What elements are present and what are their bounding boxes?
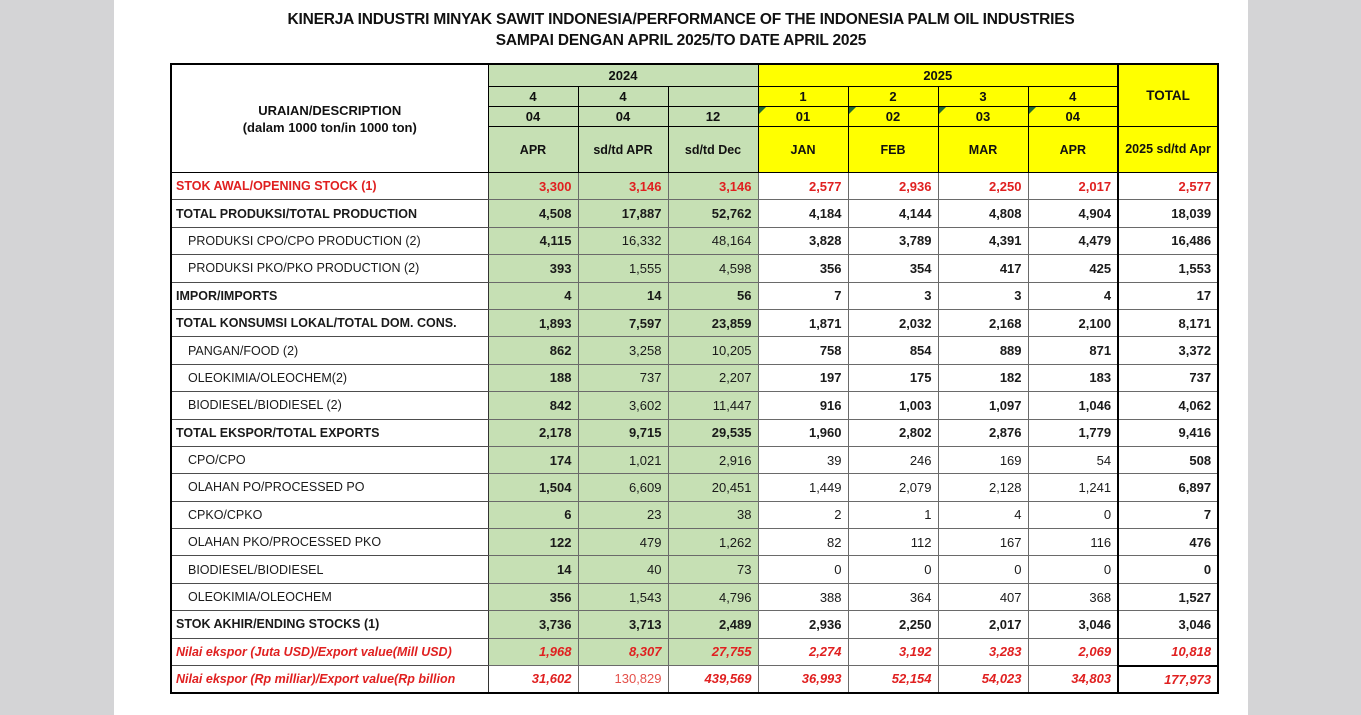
value-cell: 2,802 <box>848 419 938 446</box>
value-cell: 368 <box>1028 583 1118 610</box>
week-header-cell: 4 <box>1028 87 1118 107</box>
month-number-cell <box>1028 107 1118 127</box>
value-cell: 737 <box>578 364 668 391</box>
value-cell: 3,713 <box>578 611 668 638</box>
description-header-line1: URAIAN/DESCRIPTION <box>258 102 402 118</box>
value-cell: 20,451 <box>668 474 758 501</box>
value-cell: 4,115 <box>488 227 578 254</box>
month-number-cell <box>848 107 938 127</box>
value-cell: 1,003 <box>848 392 938 419</box>
description-column-header <box>171 64 488 173</box>
value-cell: 11,447 <box>668 392 758 419</box>
value-cell: 4 <box>938 501 1028 528</box>
value-cell: 4,598 <box>668 255 758 282</box>
value-cell: 2,032 <box>848 309 938 336</box>
value-cell: 476 <box>1118 529 1218 556</box>
comment-flag-icon <box>849 107 856 114</box>
value-cell: 167 <box>938 529 1028 556</box>
value-cell: 246 <box>848 446 938 473</box>
value-cell: 1,968 <box>488 638 578 665</box>
value-cell: 14 <box>578 282 668 309</box>
month-number-text: 01 <box>795 109 811 124</box>
table-row <box>171 282 1218 309</box>
comment-flag-icon <box>759 107 766 114</box>
value-cell: 82 <box>758 529 848 556</box>
value-cell: 854 <box>848 337 938 364</box>
report-title-line1: KINERJA INDUSTRI MINYAK SAWIT INDONESIA/PERFORMANCE OF THE INDONESIA PALM OIL INDUSTRIES <box>287 11 1075 28</box>
week-header-cell <box>668 87 758 107</box>
value-cell: 354 <box>848 255 938 282</box>
value-cell: 356 <box>488 583 578 610</box>
value-cell: 425 <box>1028 255 1118 282</box>
row-label: CPKO/CPKO <box>171 501 488 528</box>
value-cell: 6,897 <box>1118 474 1218 501</box>
value-cell: 439,569 <box>668 666 758 693</box>
value-cell: 1,262 <box>668 529 758 556</box>
report-page <box>114 0 1248 715</box>
row-label: BIODIESEL/BIODIESEL (2) <box>171 392 488 419</box>
value-cell: 6,609 <box>578 474 668 501</box>
value-cell: 0 <box>848 556 938 583</box>
value-cell: 4,062 <box>1118 392 1218 419</box>
value-cell: 10,205 <box>668 337 758 364</box>
value-cell: 2,207 <box>668 364 758 391</box>
row-label: BIODIESEL/BIODIESEL <box>171 556 488 583</box>
value-cell: 1,021 <box>578 446 668 473</box>
value-cell: 1,960 <box>758 419 848 446</box>
total-column-header: TOTAL <box>1118 64 1218 127</box>
value-cell: 3,046 <box>1118 611 1218 638</box>
table-row <box>171 638 1218 665</box>
value-cell: 2,876 <box>938 419 1028 446</box>
row-label: OLAHAN PO/PROCESSED PO <box>171 474 488 501</box>
value-cell: 23 <box>578 501 668 528</box>
report-title <box>114 0 1248 51</box>
table-body <box>171 173 1218 693</box>
month-name-cell: JAN <box>758 127 848 173</box>
value-cell: 16,486 <box>1118 227 1218 254</box>
table-row <box>171 364 1218 391</box>
value-cell: 48,164 <box>668 227 758 254</box>
row-label: PRODUKSI PKO/PKO PRODUCTION (2) <box>171 255 488 282</box>
table-row <box>171 419 1218 446</box>
week-header-cell: 4 <box>578 87 668 107</box>
value-cell: 52,154 <box>848 666 938 693</box>
month-number-cell: 04 <box>488 107 578 127</box>
value-cell: 8,307 <box>578 638 668 665</box>
table-row <box>171 255 1218 282</box>
value-cell: 2,577 <box>758 173 848 200</box>
value-cell: 0 <box>758 556 848 583</box>
value-cell: 2 <box>758 501 848 528</box>
value-cell: 4,904 <box>1028 200 1118 227</box>
table-row <box>171 200 1218 227</box>
week-header-cell: 2 <box>848 87 938 107</box>
table-row <box>171 309 1218 336</box>
value-cell: 52,762 <box>668 200 758 227</box>
value-cell: 2,017 <box>938 611 1028 638</box>
value-cell: 116 <box>1028 529 1118 556</box>
value-cell: 356 <box>758 255 848 282</box>
row-label: TOTAL PRODUKSI/TOTAL PRODUCTION <box>171 200 488 227</box>
total-subheader: 2025 sd/td Apr <box>1118 127 1218 173</box>
value-cell: 2,100 <box>1028 309 1118 336</box>
value-cell: 2,017 <box>1028 173 1118 200</box>
value-cell: 1,449 <box>758 474 848 501</box>
value-cell: 7 <box>1118 501 1218 528</box>
row-label: TOTAL KONSUMSI LOKAL/TOTAL DOM. CONS. <box>171 309 488 336</box>
table-row <box>171 666 1218 693</box>
value-cell: 2,069 <box>1028 638 1118 665</box>
week-header-cell: 3 <box>938 87 1028 107</box>
value-cell: 38 <box>668 501 758 528</box>
value-cell: 1,555 <box>578 255 668 282</box>
comment-flag-icon <box>1029 107 1036 114</box>
value-cell: 2,489 <box>668 611 758 638</box>
value-cell: 1,097 <box>938 392 1028 419</box>
value-cell: 7 <box>758 282 848 309</box>
value-cell: 3,828 <box>758 227 848 254</box>
value-cell: 2,079 <box>848 474 938 501</box>
table-row <box>171 392 1218 419</box>
value-cell: 36,993 <box>758 666 848 693</box>
value-cell: 4,144 <box>848 200 938 227</box>
value-cell: 7,597 <box>578 309 668 336</box>
value-cell: 18,039 <box>1118 200 1218 227</box>
value-cell: 4 <box>488 282 578 309</box>
value-cell: 3,192 <box>848 638 938 665</box>
value-cell: 3,736 <box>488 611 578 638</box>
value-cell: 54,023 <box>938 666 1028 693</box>
value-cell: 3,258 <box>578 337 668 364</box>
value-cell: 364 <box>848 583 938 610</box>
value-cell: 2,936 <box>758 611 848 638</box>
value-cell: 40 <box>578 556 668 583</box>
row-label: IMPOR/IMPORTS <box>171 282 488 309</box>
table-row <box>171 173 1218 200</box>
value-cell: 29,535 <box>668 419 758 446</box>
value-cell: 3 <box>938 282 1028 309</box>
value-cell: 9,715 <box>578 419 668 446</box>
value-cell: 0 <box>1118 556 1218 583</box>
week-header-cell: 4 <box>488 87 578 107</box>
value-cell: 183 <box>1028 364 1118 391</box>
value-cell: 17,887 <box>578 200 668 227</box>
value-cell: 737 <box>1118 364 1218 391</box>
row-label: OLAHAN PKO/PROCESSED PKO <box>171 529 488 556</box>
value-cell: 1,527 <box>1118 583 1218 610</box>
table-row <box>171 337 1218 364</box>
row-label: STOK AKHIR/ENDING STOCKS (1) <box>171 611 488 638</box>
value-cell: 2,168 <box>938 309 1028 336</box>
value-cell: 0 <box>1028 501 1118 528</box>
value-cell: 169 <box>938 446 1028 473</box>
value-cell: 3,789 <box>848 227 938 254</box>
value-cell: 4 <box>1028 282 1118 309</box>
value-cell: 17 <box>1118 282 1218 309</box>
value-cell: 407 <box>938 583 1028 610</box>
month-name-cell: APR <box>1028 127 1118 173</box>
table-row <box>171 474 1218 501</box>
value-cell: 8,171 <box>1118 309 1218 336</box>
value-cell: 2,250 <box>848 611 938 638</box>
month-name-cell: APR <box>488 127 578 173</box>
value-cell: 862 <box>488 337 578 364</box>
value-cell: 73 <box>668 556 758 583</box>
row-label: PRODUKSI CPO/CPO PRODUCTION (2) <box>171 227 488 254</box>
comment-flag-icon <box>939 107 946 114</box>
value-cell: 10,818 <box>1118 638 1218 665</box>
description-header-line2: (dalam 1000 ton/in 1000 ton) <box>242 119 417 135</box>
month-number-text: 04 <box>1065 109 1081 124</box>
value-cell: 1,553 <box>1118 255 1218 282</box>
value-cell: 16,332 <box>578 227 668 254</box>
value-cell: 122 <box>488 529 578 556</box>
value-cell: 388 <box>758 583 848 610</box>
month-number-cell: 12 <box>668 107 758 127</box>
value-cell: 4,184 <box>758 200 848 227</box>
value-cell: 1 <box>848 501 938 528</box>
value-cell: 4,808 <box>938 200 1028 227</box>
value-cell: 508 <box>1118 446 1218 473</box>
value-cell: 6 <box>488 501 578 528</box>
row-label: TOTAL EKSPOR/TOTAL EXPORTS <box>171 419 488 446</box>
value-cell: 177,973 <box>1118 666 1218 693</box>
month-name-cell: FEB <box>848 127 938 173</box>
value-cell: 871 <box>1028 337 1118 364</box>
value-cell: 2,936 <box>848 173 938 200</box>
value-cell: 197 <box>758 364 848 391</box>
value-cell: 2,274 <box>758 638 848 665</box>
value-cell: 130,829 <box>578 666 668 693</box>
value-cell: 4,796 <box>668 583 758 610</box>
value-cell: 3,146 <box>668 173 758 200</box>
year-2025-group-header: 2025 <box>758 64 1118 87</box>
value-cell: 0 <box>938 556 1028 583</box>
month-number-cell: 04 <box>578 107 668 127</box>
value-cell: 1,543 <box>578 583 668 610</box>
value-cell: 34,803 <box>1028 666 1118 693</box>
value-cell: 31,602 <box>488 666 578 693</box>
value-cell: 842 <box>488 392 578 419</box>
value-cell: 174 <box>488 446 578 473</box>
value-cell: 1,871 <box>758 309 848 336</box>
value-cell: 3,283 <box>938 638 1028 665</box>
value-cell: 14 <box>488 556 578 583</box>
row-label: Nilai ekspor (Rp milliar)/Export value(Rp billion <box>171 666 488 693</box>
month-number-text: 02 <box>885 109 901 124</box>
value-cell: 2,577 <box>1118 173 1218 200</box>
value-cell: 889 <box>938 337 1028 364</box>
row-label: CPO/CPO <box>171 446 488 473</box>
row-label: OLEOKIMIA/OLEOCHEM(2) <box>171 364 488 391</box>
value-cell: 188 <box>488 364 578 391</box>
value-cell: 1,779 <box>1028 419 1118 446</box>
value-cell: 4,391 <box>938 227 1028 254</box>
table-row <box>171 446 1218 473</box>
value-cell: 2,128 <box>938 474 1028 501</box>
value-cell: 3,602 <box>578 392 668 419</box>
table-row <box>171 227 1218 254</box>
value-cell: 1,046 <box>1028 392 1118 419</box>
table-row <box>171 501 1218 528</box>
value-cell: 3,046 <box>1028 611 1118 638</box>
palm-oil-performance-table <box>170 63 1219 694</box>
value-cell: 27,755 <box>668 638 758 665</box>
week-header-cell: 1 <box>758 87 848 107</box>
value-cell: 112 <box>848 529 938 556</box>
value-cell: 4,479 <box>1028 227 1118 254</box>
row-label: PANGAN/FOOD (2) <box>171 337 488 364</box>
value-cell: 2,250 <box>938 173 1028 200</box>
row-label: OLEOKIMIA/OLEOCHEM <box>171 583 488 610</box>
month-number-cell <box>758 107 848 127</box>
value-cell: 9,416 <box>1118 419 1218 446</box>
value-cell: 39 <box>758 446 848 473</box>
value-cell: 479 <box>578 529 668 556</box>
value-cell: 393 <box>488 255 578 282</box>
value-cell: 2,916 <box>668 446 758 473</box>
table-row <box>171 529 1218 556</box>
table-row <box>171 583 1218 610</box>
value-cell: 23,859 <box>668 309 758 336</box>
month-number-text: 03 <box>975 109 991 124</box>
value-cell: 56 <box>668 282 758 309</box>
value-cell: 1,504 <box>488 474 578 501</box>
value-cell: 1,893 <box>488 309 578 336</box>
row-label: Nilai ekspor (Juta USD)/Export value(Mill USD) <box>171 638 488 665</box>
row-label: STOK AWAL/OPENING STOCK (1) <box>171 173 488 200</box>
value-cell: 2,178 <box>488 419 578 446</box>
value-cell: 0 <box>1028 556 1118 583</box>
value-cell: 182 <box>938 364 1028 391</box>
value-cell: 3,146 <box>578 173 668 200</box>
value-cell: 916 <box>758 392 848 419</box>
month-name-cell: sd/td Dec <box>668 127 758 173</box>
value-cell: 417 <box>938 255 1028 282</box>
month-name-cell: MAR <box>938 127 1028 173</box>
value-cell: 3 <box>848 282 938 309</box>
table-row <box>171 611 1218 638</box>
year-2024-group-header: 2024 <box>488 64 758 87</box>
report-title-line2: SAMPAI DENGAN APRIL 2025/TO DATE APRIL 2025 <box>495 32 867 49</box>
value-cell: 4,508 <box>488 200 578 227</box>
value-cell: 54 <box>1028 446 1118 473</box>
table-row <box>171 556 1218 583</box>
value-cell: 3,372 <box>1118 337 1218 364</box>
value-cell: 175 <box>848 364 938 391</box>
value-cell: 3,300 <box>488 173 578 200</box>
value-cell: 758 <box>758 337 848 364</box>
value-cell: 1,241 <box>1028 474 1118 501</box>
month-number-cell <box>938 107 1028 127</box>
month-name-cell: sd/td APR <box>578 127 668 173</box>
